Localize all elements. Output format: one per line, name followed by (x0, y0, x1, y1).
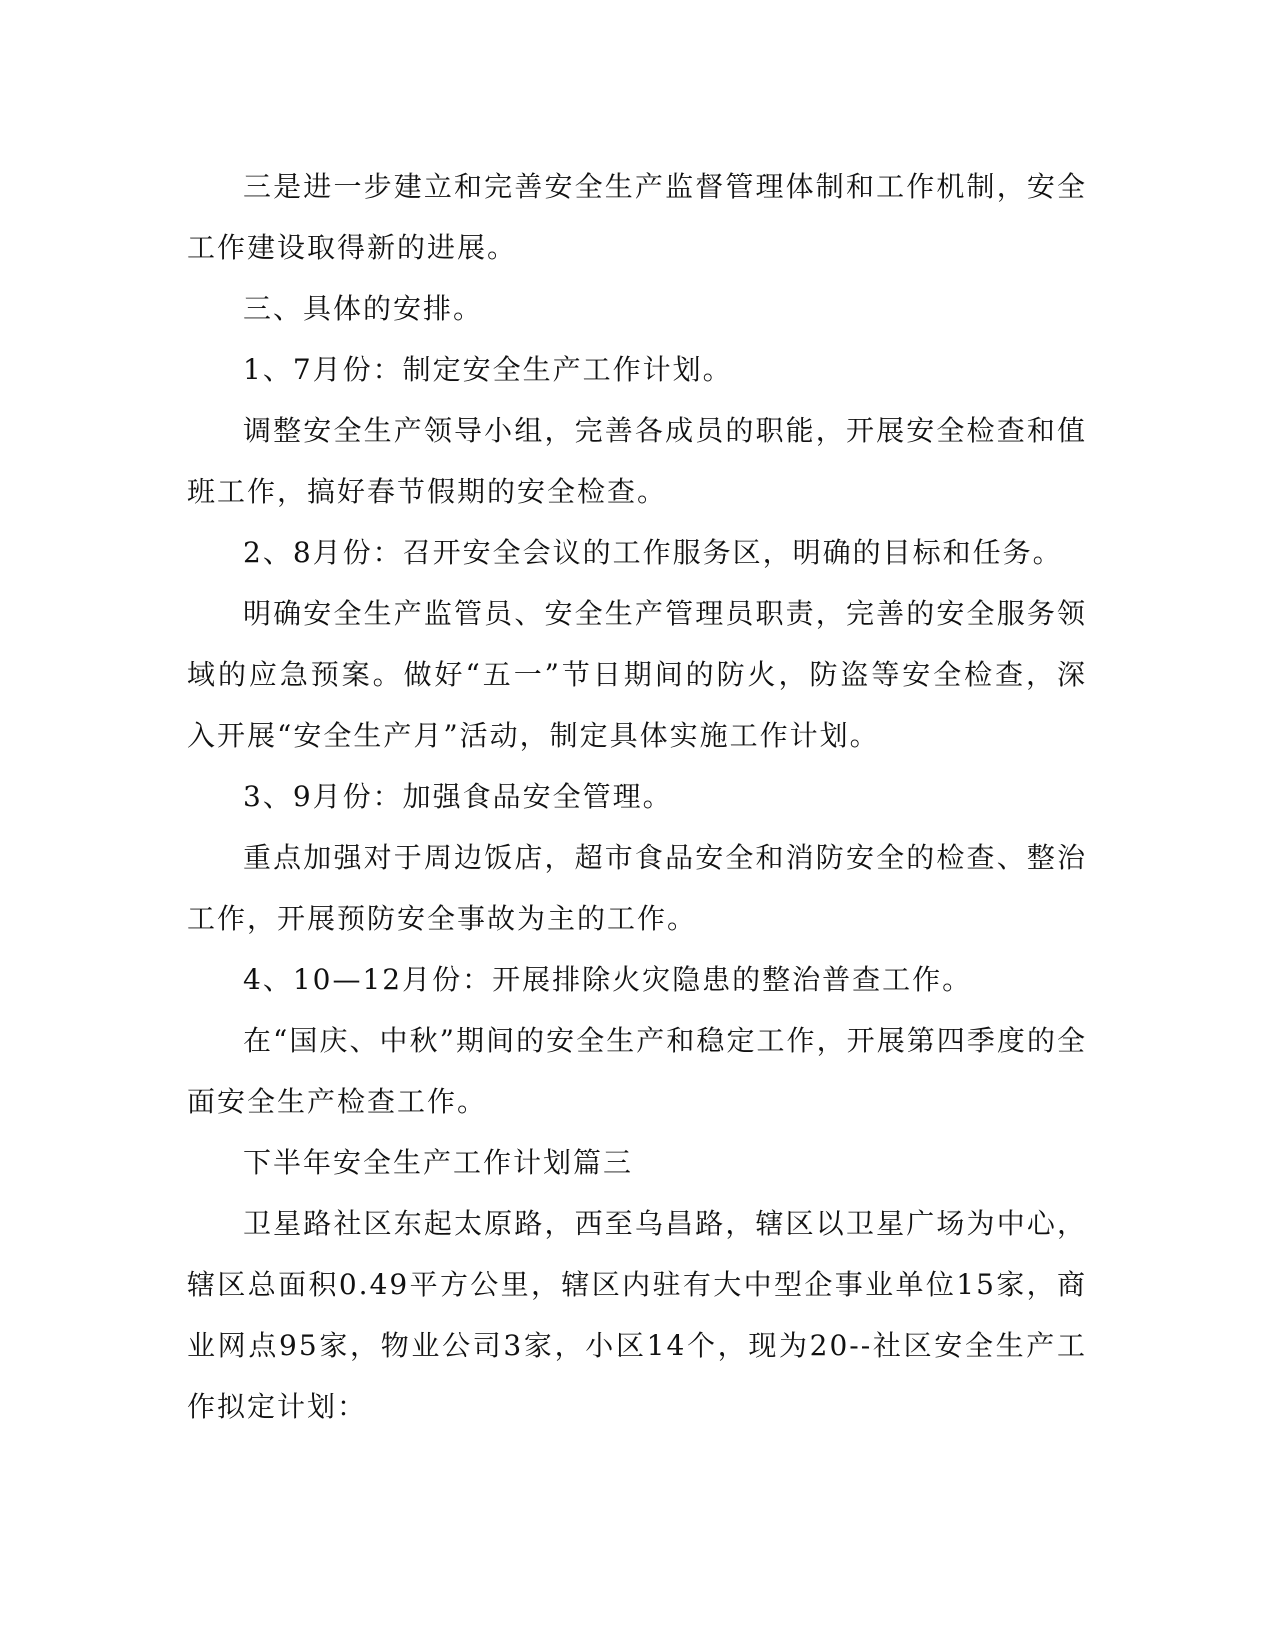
item-heading: 4、10—12月份：开展排除火灾隐患的整治普查工作。 (243, 963, 973, 996)
paragraph: 明确安全生产监管员、安全生产管理员职责，完善的安全服务领域的应急预案。做好“五一”节日期间的防火，防盗等安全检查，深入开展“安全生产月”活动，制定具体实施工作计划。 (187, 597, 1087, 752)
item-heading: 3、9月份：加强食品安全管理。 (243, 780, 673, 813)
section-title: 下半年安全生产工作计划篇三 (243, 1146, 634, 1179)
paragraph: 调整安全生产领导小组，完善各成员的职能，开展安全检查和值班工作，搞好春节假期的安全检查。 (187, 414, 1087, 508)
item-heading: 2、8月份：召开安全会议的工作服务区，明确的目标和任务。 (243, 536, 1063, 569)
paragraph: 重点加强对于周边饭店，超市食品安全和消防安全的检查、整治工作，开展预防安全事故为主的工作。 (187, 841, 1087, 935)
item-heading: 1、7月份：制定安全生产工作计划。 (243, 353, 733, 386)
paragraph: 三是进一步建立和完善安全生产监督管理体制和工作机制，安全工作建设取得新的进展。 (187, 170, 1087, 264)
section-heading: 三、具体的安排。 (243, 292, 484, 325)
document-body (187, 156, 1087, 1437)
paragraph: 卫星路社区东起太原路，西至乌昌路，辖区以卫星广场为中心，辖区总面积0.49平方公里，辖区内驻有大中型企事业单位15家，商业网点95家，物业公司3家，小区14个，现为20--社区安全生产工作拟定计划： (187, 1207, 1087, 1423)
paragraph: 在“国庆、中秋”期间的安全生产和稳定工作，开展第四季度的全面安全生产检查工作。 (187, 1024, 1087, 1118)
